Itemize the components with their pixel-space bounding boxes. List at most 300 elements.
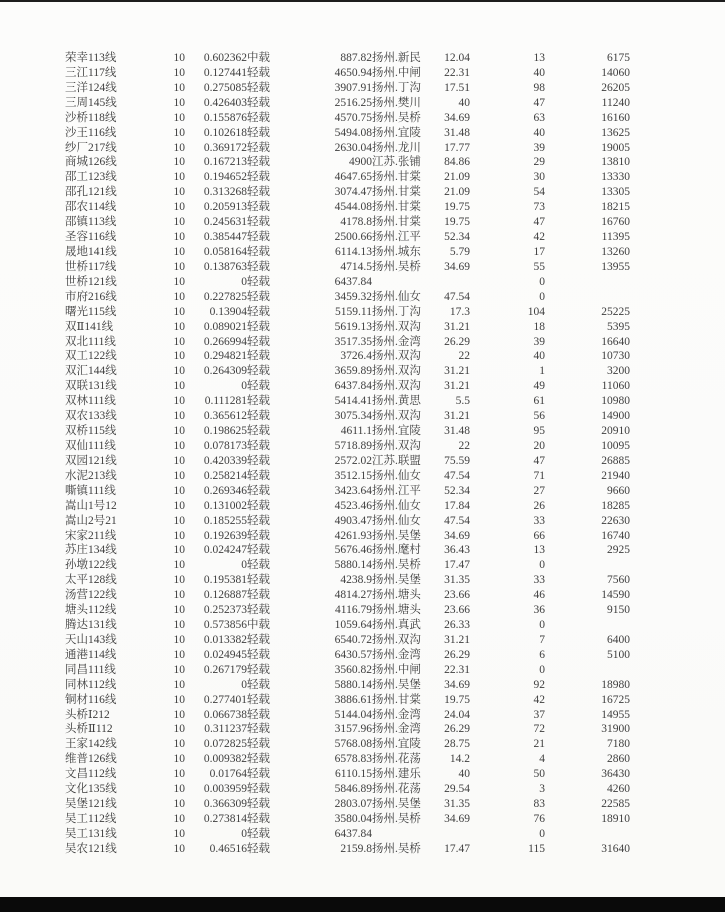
table-cell: 5880.14 — [334, 678, 372, 691]
table-cell: 轻载 — [247, 827, 270, 840]
table-cell: 11395 — [601, 231, 630, 244]
table-cell: 10 — [173, 559, 185, 572]
table-cell: 10 — [173, 753, 185, 766]
table-cell: 2159.8 — [340, 842, 372, 855]
table-cell: 0.003959 — [203, 783, 247, 796]
table-cell: 邵农114线 — [65, 201, 117, 214]
table-cell: 0.138763 — [203, 260, 247, 273]
table-cell: 轻载 — [247, 81, 270, 94]
table-cell: 18215 — [601, 201, 630, 214]
table-cell: 商城126线 — [65, 156, 117, 169]
table-cell: 10 — [173, 813, 185, 826]
table-cell: 10 — [173, 66, 185, 79]
table-cell: 邵镇113线 — [65, 216, 117, 229]
table-cell: 0.264309 — [203, 365, 247, 378]
table-row — [65, 842, 630, 857]
table-cell: 5619.13 — [334, 320, 372, 333]
table-cell: 40 — [533, 66, 545, 79]
table-cell: 17.51 — [444, 81, 470, 94]
table-cell: 10 — [173, 768, 185, 781]
table-cell: 29.54 — [444, 783, 470, 796]
table-cell: 22.31 — [444, 66, 470, 79]
table-cell: 文昌112线 — [65, 768, 117, 781]
table-cell: 3 — [539, 783, 545, 796]
table-cell: 晟地141线 — [65, 245, 117, 258]
table-cell: 3459.32 — [334, 290, 372, 303]
table-cell: 10 — [173, 499, 185, 512]
table-cell: 18 — [533, 320, 545, 333]
table-cell: 6175 — [607, 52, 630, 64]
table-cell: 21.09 — [444, 186, 470, 199]
table-cell: 轻载 — [247, 290, 270, 303]
table-cell: 扬州.樊川 — [372, 96, 421, 109]
table-cell: 沙桥118线 — [65, 111, 117, 124]
table-cell: 4611.1 — [340, 425, 372, 438]
table-cell: 16160 — [601, 111, 630, 124]
table-row — [65, 782, 630, 797]
table-cell: 10 — [173, 425, 185, 438]
table-cell: 83 — [533, 798, 545, 811]
table-cell: 三洋124线 — [65, 81, 117, 94]
table-cell: 6400 — [607, 633, 630, 646]
table-cell: 4647.65 — [334, 171, 372, 184]
scanned-report-page — [0, 2, 725, 897]
table-cell: 10 — [173, 126, 185, 139]
table-cell — [545, 558, 630, 573]
table-cell: 28.75 — [444, 738, 470, 751]
table-cell: 轻载 — [247, 529, 270, 542]
table-cell: 0.313268 — [203, 186, 247, 199]
table-cell: 26.29 — [444, 335, 470, 348]
table-cell: 31.48 — [444, 126, 470, 139]
table-cell: 10 — [173, 663, 185, 676]
table-cell: 轻载 — [247, 783, 270, 796]
table-cell: 扬州.吴堡 — [372, 798, 421, 811]
table-row — [65, 245, 630, 260]
table-cell: 37 — [533, 708, 545, 721]
table-cell: 4900 — [349, 156, 372, 169]
table-cell: 天山143线 — [65, 633, 117, 646]
table-row — [65, 618, 630, 633]
table-cell: 扬州.仙女 — [372, 499, 421, 512]
table-cell: 0.01764 — [209, 768, 247, 781]
table-cell: 10 — [173, 245, 185, 258]
table-cell: 轻载 — [247, 514, 270, 527]
table-cell: 6 — [539, 648, 545, 661]
table-cell: 40 — [458, 96, 470, 109]
table-cell: 3517.35 — [334, 335, 372, 348]
table-cell: 10 — [173, 410, 185, 423]
table-cell: 0.111281 — [204, 395, 247, 408]
table-cell: 39 — [533, 335, 545, 348]
table-cell: 王家142线 — [65, 738, 117, 751]
table-cell: 10 — [173, 305, 185, 318]
table-cell: 10 — [173, 216, 185, 229]
table-cell: 双仙111线 — [65, 439, 116, 452]
table-cell: 16740 — [601, 529, 630, 542]
table-cell: 47.54 — [444, 290, 470, 303]
table-cell: 29 — [533, 156, 545, 169]
table-cell: 轻载 — [247, 633, 270, 646]
table-cell: 13330 — [601, 171, 630, 184]
table-cell: 55 — [533, 260, 545, 273]
table-cell: 22630 — [601, 514, 630, 527]
table-cell: 0.252373 — [203, 604, 247, 617]
table-cell: 36430 — [601, 768, 630, 781]
table-cell — [372, 827, 432, 842]
table-cell: 10 — [173, 529, 185, 542]
table-row — [65, 603, 630, 618]
table-cell: 轻载 — [247, 156, 270, 169]
table-cell: 0 — [241, 380, 247, 393]
table-cell: 0 — [241, 559, 247, 572]
table-cell: 3580.04 — [334, 813, 372, 826]
table-row — [65, 409, 630, 424]
table-row — [65, 320, 630, 335]
table-cell: 42 — [533, 231, 545, 244]
table-cell — [545, 290, 630, 305]
table-cell: 市府216线 — [65, 290, 117, 303]
table-cell: 10 — [173, 156, 185, 169]
table-row — [65, 260, 630, 275]
table-cell: 轻载 — [247, 380, 270, 393]
table-cell: 维普126线 — [65, 753, 117, 766]
table-cell: 10 — [173, 604, 185, 617]
table-cell: 22.31 — [444, 663, 470, 676]
table-cell: 4714.5 — [340, 260, 372, 273]
table-cell: 0.273814 — [203, 813, 247, 826]
table-cell: 双桥115线 — [65, 425, 117, 438]
table-row — [65, 797, 630, 812]
table-cell: 10 — [173, 260, 185, 273]
table-cell: 10 — [173, 96, 185, 109]
table-cell: 0.275085 — [203, 81, 247, 94]
table-cell: 轻载 — [247, 260, 270, 273]
table-cell: 轻载 — [247, 753, 270, 766]
table-cell: 太平128线 — [65, 574, 117, 587]
table-row — [65, 230, 630, 245]
table-cell: 江苏.联盟 — [372, 454, 421, 467]
table-cell: 扬州.吴桥 — [372, 842, 421, 855]
table-cell: 6114.13 — [335, 245, 372, 258]
table-cell: 0.573856 — [203, 619, 247, 632]
table-cell: 23.66 — [444, 589, 470, 602]
table-cell: 19005 — [601, 141, 630, 154]
table-cell: 头桥Ⅱ112 — [65, 723, 113, 736]
table-cell: 22 — [458, 439, 470, 452]
table-row — [65, 394, 630, 409]
table-cell: 31.21 — [444, 633, 470, 646]
table-row — [65, 275, 630, 290]
table-cell: 47 — [533, 454, 545, 467]
table-cell: 扬州.中闸 — [372, 66, 421, 79]
table-cell: 14060 — [601, 66, 630, 79]
table-cell: 轻载 — [247, 589, 270, 602]
table-cell: 0.46516 — [209, 842, 247, 855]
table-cell: 11240 — [601, 96, 630, 109]
table-row — [65, 722, 630, 737]
table-cell: 6578.83 — [334, 753, 372, 766]
table-cell — [545, 827, 630, 842]
table-cell: 17.3 — [449, 305, 470, 318]
table-cell: 腾达131线 — [65, 619, 117, 632]
table-cell: 7 — [539, 633, 545, 646]
table-row — [65, 454, 630, 469]
table-cell: 10 — [173, 231, 185, 244]
table-cell: 扬州.花荡 — [372, 783, 421, 796]
table-cell: 轻载 — [247, 708, 270, 721]
table-cell: 0 — [241, 827, 247, 840]
table-cell: 56 — [533, 410, 545, 423]
table-row — [65, 663, 630, 678]
table-cell: 47.54 — [444, 514, 470, 527]
table-cell: 三周145线 — [65, 96, 117, 109]
table-cell: 扬州.江平 — [372, 231, 421, 244]
table-cell: 50 — [533, 768, 545, 781]
table-body — [65, 51, 630, 857]
table-cell: 通港114线 — [65, 648, 117, 661]
table-cell: 轻载 — [247, 798, 270, 811]
table-cell: 扬州.宜陵 — [372, 738, 421, 751]
table-cell: 13625 — [601, 126, 630, 139]
table-cell: 10 — [173, 842, 185, 855]
table-cell: 扬州.甘棠 — [372, 186, 421, 199]
table-cell: 21.09 — [444, 171, 470, 184]
table-row — [65, 752, 630, 767]
table-cell: 扬州.花荡 — [372, 753, 421, 766]
table-cell: 4261.93 — [334, 529, 372, 542]
table-cell: 3726.4 — [340, 350, 372, 363]
table-cell: 2925 — [607, 544, 630, 557]
table-cell: 31.21 — [444, 365, 470, 378]
table-cell: 2630.04 — [334, 141, 372, 154]
table-row — [65, 364, 630, 379]
table-cell: 14.2 — [449, 753, 470, 766]
table-cell: 轻载 — [247, 723, 270, 736]
table-cell: 双农133线 — [65, 410, 117, 423]
table-cell: 宋家211线 — [65, 529, 117, 542]
table-cell: 10 — [173, 648, 185, 661]
table-cell: 扬州.金湾 — [372, 648, 421, 661]
table-cell: 42 — [533, 693, 545, 706]
table-cell: 27 — [533, 484, 545, 497]
table-cell: 10 — [173, 141, 185, 154]
table-cell: 5414.41 — [334, 395, 372, 408]
table-row — [65, 484, 630, 499]
table-cell: 26.29 — [444, 648, 470, 661]
table-cell: 31.21 — [444, 320, 470, 333]
table-cell: 0.155876 — [203, 111, 247, 124]
table-row — [65, 573, 630, 588]
table-cell: 双林111线 — [65, 395, 116, 408]
table-cell: 吴农121线 — [65, 842, 117, 855]
table-row — [65, 349, 630, 364]
table-row — [65, 290, 630, 305]
table-cell: 61 — [533, 395, 545, 408]
table-cell: 40 — [533, 350, 545, 363]
table-cell: 36 — [533, 604, 545, 617]
table-row — [65, 693, 630, 708]
table-cell: 10 — [173, 514, 185, 527]
table-cell: 31.35 — [444, 798, 470, 811]
table-row — [65, 66, 630, 81]
table-cell: 34.69 — [444, 529, 470, 542]
table-cell: 10 — [173, 52, 185, 64]
table-cell: 扬州.双沟 — [372, 439, 421, 452]
table-cell: 34.69 — [444, 111, 470, 124]
table-row — [65, 424, 630, 439]
table-cell: 54 — [533, 186, 545, 199]
table-cell: 吴工131线 — [65, 827, 117, 840]
table-cell: 扬州.真武 — [372, 619, 421, 632]
table-cell: 5100 — [607, 648, 630, 661]
table-cell: 76 — [533, 813, 545, 826]
table-cell: 轻载 — [247, 499, 270, 512]
table-cell: 17.77 — [444, 141, 470, 154]
table-row — [65, 141, 630, 156]
table-cell: 扬州.建乐 — [372, 768, 421, 781]
table-cell: 25225 — [601, 305, 630, 318]
table-cell: 江苏.张铺 — [372, 156, 421, 169]
table-cell: 轻载 — [247, 395, 270, 408]
table-cell: 0.167213 — [203, 156, 247, 169]
table-cell: 轻载 — [247, 425, 270, 438]
table-cell: 4 — [539, 753, 545, 766]
table-cell: 0.192639 — [203, 529, 247, 542]
table-row — [65, 558, 630, 573]
table-cell: 26.33 — [444, 619, 470, 632]
table-cell: 13305 — [601, 186, 630, 199]
table-cell: 9150 — [607, 604, 630, 617]
table-cell: 3074.47 — [334, 186, 372, 199]
table-cell: 文化135线 — [65, 783, 117, 796]
table-cell: 3886.61 — [334, 693, 372, 706]
table-cell: 0.205913 — [203, 201, 247, 214]
table-cell: 轻载 — [247, 648, 270, 661]
table-cell: 4544.08 — [334, 201, 372, 214]
table-cell: 0.385447 — [203, 231, 247, 244]
table-cell: 轻载 — [247, 663, 270, 676]
table-cell: 21940 — [601, 469, 630, 482]
table-cell: 吴堡121线 — [65, 798, 117, 811]
table-cell: 0.127441 — [203, 66, 247, 79]
table-cell: 47.54 — [444, 469, 470, 482]
table-cell: 0.426403 — [203, 96, 247, 109]
table-cell: 887.82 — [340, 52, 372, 64]
table-cell: 12.04 — [444, 52, 470, 64]
table-row — [65, 185, 630, 200]
table-cell: 23.66 — [444, 604, 470, 617]
table-cell: 2803.07 — [334, 798, 372, 811]
table-cell: 10 — [173, 574, 185, 587]
table-cell: 圣容116线 — [65, 231, 117, 244]
table-cell: 0.195381 — [203, 574, 247, 587]
table-cell: 0.131002 — [203, 499, 247, 512]
table-cell: 轻载 — [247, 738, 270, 751]
table-cell — [372, 275, 432, 290]
table-cell: 10 — [173, 275, 185, 288]
table-cell: 7560 — [607, 574, 630, 587]
table-cell: 31640 — [601, 842, 630, 855]
table-cell: 10 — [173, 201, 185, 214]
table-row — [65, 499, 630, 514]
table-cell: 轻载 — [247, 186, 270, 199]
table-cell: 0.369172 — [203, 141, 247, 154]
table-cell: 10 — [173, 633, 185, 646]
table-cell: 36.43 — [444, 544, 470, 557]
table-cell: 3423.64 — [334, 484, 372, 497]
table-cell: 扬州.塘头 — [372, 589, 421, 602]
table-cell: 轻载 — [247, 842, 270, 855]
table-cell: 头桥Ⅰ212 — [65, 708, 110, 721]
table-cell: 0 — [241, 678, 247, 691]
table-cell: 扬州.城东 — [372, 245, 421, 258]
table-cell: 轻载 — [247, 813, 270, 826]
table-cell: 17.84 — [444, 499, 470, 512]
table-cell: 10 — [173, 395, 185, 408]
table-cell: 95 — [533, 425, 545, 438]
table-cell: 扬州.仙女 — [372, 469, 421, 482]
table-cell: 轻载 — [247, 275, 270, 288]
table-row — [65, 439, 630, 454]
table-cell: 轻载 — [247, 216, 270, 229]
table-cell: 双工122线 — [65, 350, 117, 363]
table-cell: 扬州.仙女 — [372, 290, 421, 303]
table-cell: 22 — [458, 350, 470, 363]
table-cell: 汤营122线 — [65, 589, 117, 602]
table-cell: 10 — [173, 678, 185, 691]
data-table — [65, 51, 630, 857]
table-cell: 0 — [539, 559, 545, 572]
table-cell: 扬州.吴堡 — [372, 678, 421, 691]
table-cell: 3075.34 — [334, 410, 372, 423]
table-cell: 21 — [533, 738, 545, 751]
table-cell: 17.47 — [444, 559, 470, 572]
table-cell: 0 — [539, 663, 545, 676]
table-cell: 1 — [539, 365, 545, 378]
table-cell: 嵩山1号12 — [65, 499, 117, 512]
table-cell: 6430.57 — [334, 648, 372, 661]
table-cell: 13810 — [601, 156, 630, 169]
table-cell: 0.269346 — [203, 484, 247, 497]
table-cell: 14590 — [601, 589, 630, 602]
table-cell: 10 — [173, 738, 185, 751]
table-cell: 13955 — [601, 260, 630, 273]
table-cell: 吴工112线 — [65, 813, 117, 826]
table-cell: 4523.46 — [334, 499, 372, 512]
table-cell: 2500.66 — [334, 231, 372, 244]
table-cell: 0.420339 — [203, 454, 247, 467]
table-cell: 31.21 — [444, 410, 470, 423]
table-cell: 18285 — [601, 499, 630, 512]
table-cell: 0 — [539, 827, 545, 840]
table-cell: 10 — [173, 335, 185, 348]
table-cell: 39 — [533, 141, 545, 154]
table-row — [65, 708, 630, 723]
table-cell: 双联131线 — [65, 380, 117, 393]
table-cell: 扬州.吴堡 — [372, 574, 421, 587]
table-cell: 0.072825 — [203, 738, 247, 751]
table-row — [65, 648, 630, 663]
table-cell: 扬州.江平 — [372, 484, 421, 497]
table-cell: 10 — [173, 783, 185, 796]
table-cell: 10 — [173, 320, 185, 333]
table-cell: 0.198625 — [203, 425, 247, 438]
table-row — [65, 827, 630, 842]
table-cell: 31.48 — [444, 425, 470, 438]
table-cell: 20 — [533, 439, 545, 452]
table-cell: 92 — [533, 678, 545, 691]
